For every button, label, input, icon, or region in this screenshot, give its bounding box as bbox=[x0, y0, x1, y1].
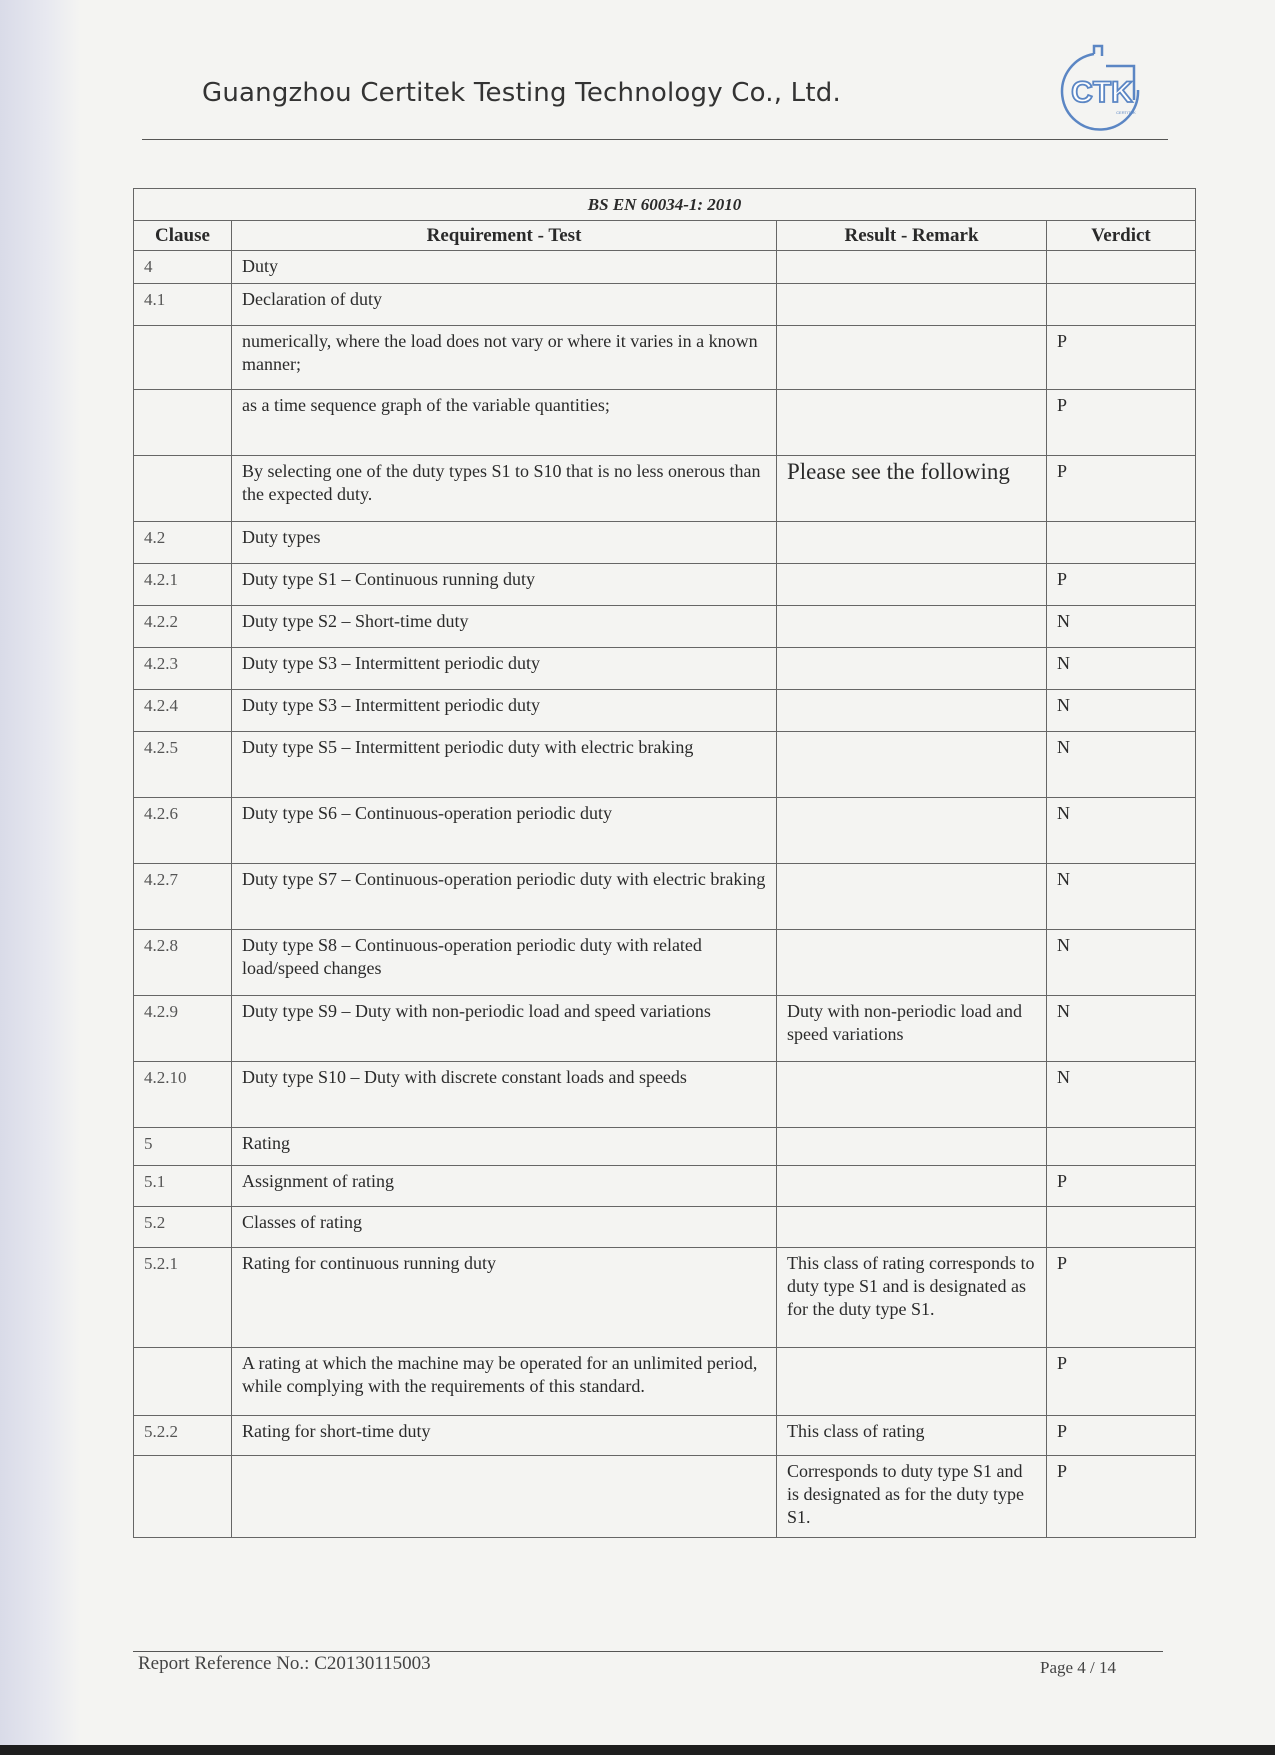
verdict-cell: N bbox=[1047, 732, 1196, 798]
verdict-cell: N bbox=[1047, 798, 1196, 864]
requirement-cell: Duty type S10 – Duty with discrete constant loads and speeds bbox=[232, 1062, 777, 1128]
verdict-cell: P bbox=[1047, 564, 1196, 606]
verdict-cell: P bbox=[1047, 1248, 1196, 1348]
requirement-header: Requirement - Test bbox=[232, 221, 777, 251]
standard-title: BS EN 60034-1: 2010 bbox=[134, 189, 1196, 221]
clause-cell: 4.2 bbox=[134, 522, 232, 564]
result-cell bbox=[777, 1062, 1047, 1128]
test-report-table bbox=[133, 188, 1196, 1538]
requirement-cell: Rating bbox=[232, 1128, 777, 1166]
clause-cell: 4.2.7 bbox=[134, 864, 232, 930]
result-cell bbox=[777, 1128, 1047, 1166]
table-row bbox=[134, 996, 1196, 1062]
page-number: Page 4 / 14 bbox=[1040, 1658, 1117, 1677]
verdict-cell bbox=[1047, 284, 1196, 326]
clause-header: Clause bbox=[134, 221, 232, 251]
requirement-cell: Duty type S7 – Continuous-operation periodic duty with electric braking bbox=[232, 864, 777, 930]
result-cell bbox=[777, 564, 1047, 606]
verdict-cell: P bbox=[1047, 1166, 1196, 1207]
requirement-cell bbox=[232, 1456, 777, 1538]
clause-cell: 4.2.3 bbox=[134, 648, 232, 690]
requirement-cell: By selecting one of the duty types S1 to S10 that is no less onerous than the expected duty. bbox=[232, 456, 777, 522]
column-header-row bbox=[134, 221, 1196, 251]
requirement-cell: A rating at which the machine may be operated for an unlimited period, while complying with the requirements of this standard. bbox=[232, 1348, 777, 1416]
verdict-cell: N bbox=[1047, 996, 1196, 1062]
report-reference: Report Reference No.: C20130115003 bbox=[138, 1653, 431, 1674]
requirement-cell: Duty type S6 – Continuous-operation periodic duty bbox=[232, 798, 777, 864]
table-row bbox=[134, 390, 1196, 456]
requirement-cell: as a time sequence graph of the variable quantities; bbox=[232, 390, 777, 456]
clause-cell: 5.2 bbox=[134, 1207, 232, 1248]
requirement-cell: Classes of rating bbox=[232, 1207, 777, 1248]
clause-cell: 5.2.1 bbox=[134, 1248, 232, 1348]
result-cell bbox=[777, 1348, 1047, 1416]
requirement-cell: Duty type S3 – Intermittent periodic duty bbox=[232, 690, 777, 732]
result-cell: Corresponds to duty type S1 and is designated as for the duty type S1. bbox=[777, 1456, 1047, 1538]
verdict-cell: P bbox=[1047, 326, 1196, 390]
verdict-cell: P bbox=[1047, 1348, 1196, 1416]
table-row bbox=[134, 564, 1196, 606]
scan-edge-shadow bbox=[0, 0, 80, 1755]
clause-cell: 4.2.1 bbox=[134, 564, 232, 606]
table-row bbox=[134, 648, 1196, 690]
table-row bbox=[134, 1248, 1196, 1348]
verdict-cell: N bbox=[1047, 648, 1196, 690]
clause-cell: 4 bbox=[134, 251, 232, 284]
requirement-cell: Rating for short-time duty bbox=[232, 1416, 777, 1456]
verdict-cell: P bbox=[1047, 456, 1196, 522]
clause-cell bbox=[134, 456, 232, 522]
verdict-cell: N bbox=[1047, 930, 1196, 996]
clause-cell: 5 bbox=[134, 1128, 232, 1166]
table-row bbox=[134, 326, 1196, 390]
verdict-cell: N bbox=[1047, 1062, 1196, 1128]
result-cell bbox=[777, 284, 1047, 326]
clause-cell: 4.2.8 bbox=[134, 930, 232, 996]
verdict-cell bbox=[1047, 1207, 1196, 1248]
logo-text: CTK bbox=[1071, 76, 1133, 109]
requirement-cell: Duty type S2 – Short-time duty bbox=[232, 606, 777, 648]
result-cell bbox=[777, 1207, 1047, 1248]
result-cell bbox=[777, 690, 1047, 732]
table-row bbox=[134, 606, 1196, 648]
requirement-cell: Duty type S9 – Duty with non-periodic load and speed variations bbox=[232, 996, 777, 1062]
verdict-cell: P bbox=[1047, 390, 1196, 456]
scan-bottom-edge bbox=[0, 1745, 1275, 1755]
requirement-cell: Assignment of rating bbox=[232, 1166, 777, 1207]
result-cell bbox=[777, 390, 1047, 456]
requirement-cell: Declaration of duty bbox=[232, 284, 777, 326]
result-cell bbox=[777, 606, 1047, 648]
table-row bbox=[134, 798, 1196, 864]
verdict-cell: N bbox=[1047, 864, 1196, 930]
table-row bbox=[134, 690, 1196, 732]
clause-cell bbox=[134, 1456, 232, 1538]
table-row bbox=[134, 1207, 1196, 1248]
result-cell: This class of rating bbox=[777, 1416, 1047, 1456]
requirement-cell: Duty types bbox=[232, 522, 777, 564]
clause-cell: 4.2.6 bbox=[134, 798, 232, 864]
verdict-cell: N bbox=[1047, 606, 1196, 648]
table-row bbox=[134, 456, 1196, 522]
table-row bbox=[134, 1166, 1196, 1207]
verdict-cell bbox=[1047, 251, 1196, 284]
result-cell bbox=[777, 930, 1047, 996]
clause-cell: 4.2.9 bbox=[134, 996, 232, 1062]
result-cell bbox=[777, 326, 1047, 390]
clause-cell bbox=[134, 390, 232, 456]
clause-cell: 5.1 bbox=[134, 1166, 232, 1207]
requirement-cell: Duty type S1 – Continuous running duty bbox=[232, 564, 777, 606]
verdict-cell bbox=[1047, 522, 1196, 564]
result-cell: Please see the following bbox=[777, 456, 1047, 522]
result-cell bbox=[777, 251, 1047, 284]
logo-small-text: CERTITEK bbox=[1116, 110, 1136, 115]
requirement-cell: Duty bbox=[232, 251, 777, 284]
clause-cell: 4.2.5 bbox=[134, 732, 232, 798]
table-row bbox=[134, 1456, 1196, 1538]
table-row bbox=[134, 284, 1196, 326]
verdict-cell: P bbox=[1047, 1416, 1196, 1456]
clause-cell: 4.2.2 bbox=[134, 606, 232, 648]
company-name: Guangzhou Certitek Testing Technology Co., Ltd. bbox=[202, 78, 841, 108]
clause-cell: 4.2.4 bbox=[134, 690, 232, 732]
standard-row bbox=[134, 189, 1196, 221]
clause-cell: 5.2.2 bbox=[134, 1416, 232, 1456]
verdict-cell bbox=[1047, 1128, 1196, 1166]
requirement-cell: Duty type S3 – Intermittent periodic duty bbox=[232, 648, 777, 690]
requirement-cell: Duty type S5 – Intermittent periodic duty with electric braking bbox=[232, 732, 777, 798]
requirement-cell: numerically, where the load does not vary or where it varies in a known manner; bbox=[232, 326, 777, 390]
result-header: Result - Remark bbox=[777, 221, 1047, 251]
result-cell: This class of rating corresponds to duty type S1 and is designated as for the duty type S1. bbox=[777, 1248, 1047, 1348]
clause-cell: 4.1 bbox=[134, 284, 232, 326]
result-cell bbox=[777, 864, 1047, 930]
result-cell bbox=[777, 732, 1047, 798]
table-row bbox=[134, 1416, 1196, 1456]
table-row bbox=[134, 1128, 1196, 1166]
footer-divider bbox=[133, 1651, 1163, 1652]
table-row bbox=[134, 864, 1196, 930]
verdict-cell: N bbox=[1047, 690, 1196, 732]
verdict-cell: P bbox=[1047, 1456, 1196, 1538]
clause-cell bbox=[134, 1348, 232, 1416]
result-cell bbox=[777, 648, 1047, 690]
requirement-cell: Duty type S8 – Continuous-operation periodic duty with related load/speed changes bbox=[232, 930, 777, 996]
clause-cell bbox=[134, 326, 232, 390]
result-cell bbox=[777, 798, 1047, 864]
table-row bbox=[134, 732, 1196, 798]
table-row bbox=[134, 1348, 1196, 1416]
ctk-logo bbox=[1050, 42, 1150, 142]
header-divider bbox=[142, 139, 1168, 140]
result-cell bbox=[777, 522, 1047, 564]
table-row bbox=[134, 522, 1196, 564]
result-cell: Duty with non-periodic load and speed variations bbox=[777, 996, 1047, 1062]
table-row bbox=[134, 930, 1196, 996]
table-row bbox=[134, 1062, 1196, 1128]
verdict-header: Verdict bbox=[1047, 221, 1196, 251]
table-row bbox=[134, 251, 1196, 284]
requirement-cell: Rating for continuous running duty bbox=[232, 1248, 777, 1348]
clause-cell: 4.2.10 bbox=[134, 1062, 232, 1128]
result-cell bbox=[777, 1166, 1047, 1207]
